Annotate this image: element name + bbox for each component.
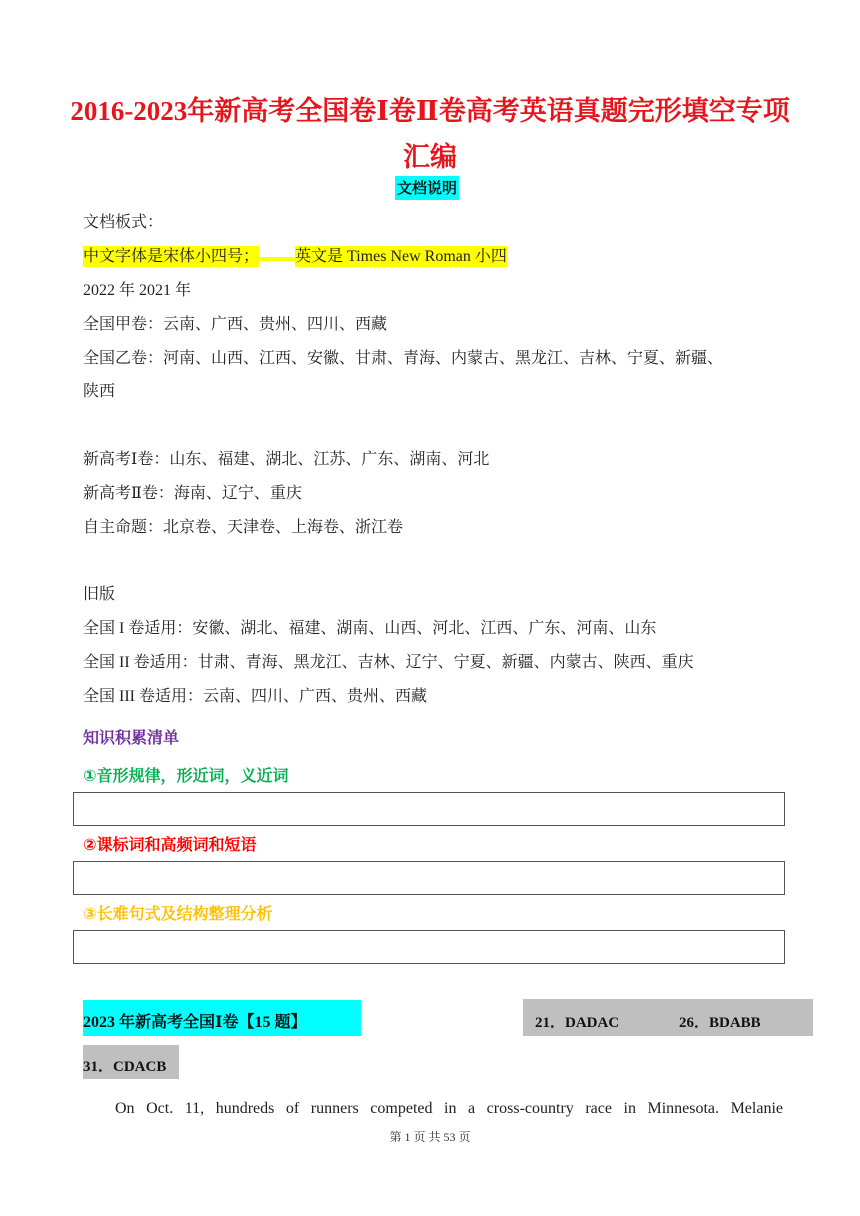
new-gaokao-1-line: 新高考Ⅰ卷：山东、福建、湖北、江苏、广东、湖南、河北 <box>83 451 490 468</box>
self-set-line: 自主命题：北京卷、天津卷、上海卷、浙江卷 <box>83 519 404 536</box>
old-2-line: 全国 II 卷适用：甘肃、青海、黑龙江、吉林、辽宁、宁夏、新疆、内蒙古、陕西、重庆 <box>83 654 694 671</box>
national-a-line: 全国甲卷：云南、广西、贵州、四川、西藏 <box>83 316 388 333</box>
knowledge-item-3: ③长难句式及结构整理分析 <box>83 904 273 923</box>
page-footer: 第 1 页 共 53 页 <box>389 1130 471 1144</box>
knowledge-box-2[interactable] <box>73 861 785 895</box>
answer-21: 21．DADAC <box>535 1015 620 1031</box>
format-label: 文档板式： <box>83 214 164 231</box>
knowledge-box-1[interactable] <box>73 792 785 826</box>
national-b-line1: 全国乙卷：河南、山西、江西、安徽、甘肃、青海、内蒙古、黑龙江、吉林、宁夏、新疆、 <box>83 350 724 367</box>
years-line: 2022 年 2021 年 <box>83 282 192 299</box>
knowledge-item-1: ①音形规律，形近词，义近词 <box>83 766 289 785</box>
passage-text: On Oct. 11, hundreds of runners competed in a cross-country race in Minnesota. Melanie <box>115 1100 783 1117</box>
highlight-gap <box>259 257 295 261</box>
exam-section-title: 2023 年新高考全国Ⅰ卷【15 题】 <box>83 1000 361 1036</box>
font-note-cn: 中文字体是宋体小四号； <box>83 248 260 265</box>
font-note-en: 英文是 Times New Roman 小四 <box>295 248 507 265</box>
document-subtitle: 文档说明 <box>395 176 459 200</box>
knowledge-heading: 知识积累清单 <box>83 728 180 747</box>
answer-bar <box>523 999 813 1036</box>
knowledge-box-3[interactable] <box>73 930 785 964</box>
document-title: 2016-2023年新高考全国卷Ⅰ卷Ⅱ卷高考英语真题完形填空专项汇编 <box>70 96 790 172</box>
old-3-line: 全国 III 卷适用：云南、四川、广西、贵州、西藏 <box>83 688 427 705</box>
answer-26: 26．BDABB <box>679 1015 761 1031</box>
old-1-line: 全国 I 卷适用：安徽、湖北、福建、湖南、山西、河北、江西、广东、河南、山东 <box>83 620 657 637</box>
national-b-line2: 陕西 <box>83 383 116 400</box>
old-version-label: 旧版 <box>83 586 116 603</box>
new-gaokao-2-line: 新高考Ⅱ卷：海南、辽宁、重庆 <box>83 485 302 502</box>
answer-31: 31．CDACB <box>83 1045 179 1079</box>
knowledge-item-2: ②课标词和高频词和短语 <box>83 835 257 854</box>
font-note <box>83 246 507 268</box>
